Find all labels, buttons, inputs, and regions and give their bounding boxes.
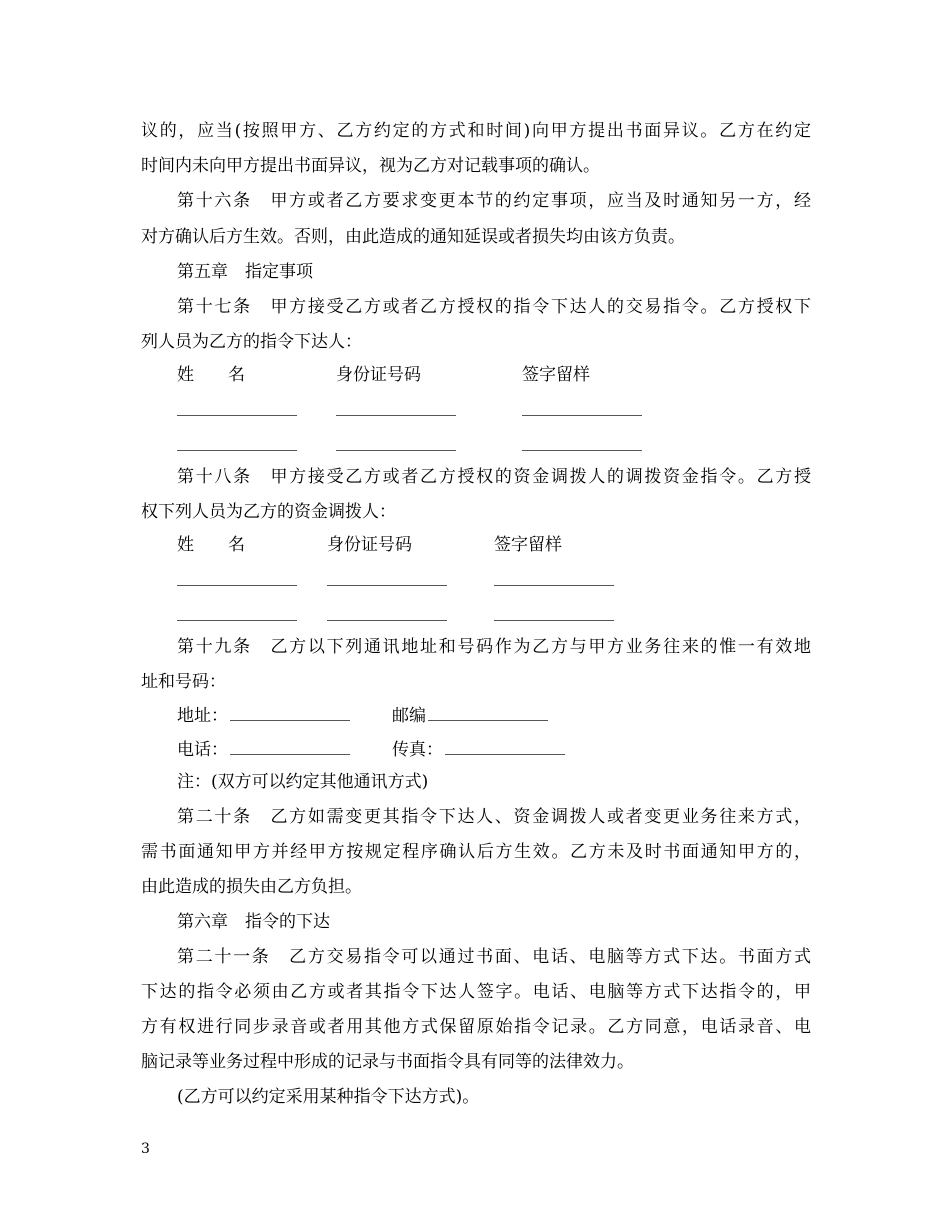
table1-name-blank[interactable] [177,415,297,416]
table1-header-name: 姓 名 [177,365,245,385]
article-21-line: 下达的指令必须由乙方或者其指令下达人签字。电话、电脑等方式下达指令的，甲 [141,982,811,1002]
table1-sign-blank[interactable] [522,450,642,451]
postcode-label: 邮编 [392,706,426,726]
article-20-line: 由此造成的损失由乙方负担。 [141,877,362,897]
table2-header-name: 姓 名 [177,535,245,555]
phone-field[interactable] [230,740,350,755]
article-19-line: 址和号码： [141,672,226,692]
table2-name-blank[interactable] [177,620,297,621]
table2-sign-blank[interactable] [494,585,614,586]
contact-note: 注：(双方可以约定其他通讯方式) [177,772,429,792]
table2-header-id: 身份证号码 [327,535,412,555]
article-20-line: 需书面通知甲方并经甲方按规定程序确认后方生效。乙方未及时书面通知甲方的， [141,842,811,862]
article-17-line: 第十七条 甲方接受乙方或者乙方授权的指令下达人的交易指令。乙方授权下 [177,297,811,317]
article-21-line: 方有权进行同步录音或者用其他方式保留原始指令记录。乙方同意，电话录音、电 [141,1017,811,1037]
table1-id-blank[interactable] [336,415,456,416]
address-row [177,706,350,726]
article-18-line: 第十八条 甲方接受乙方或者乙方授权的资金调拨人的调拨资金指令。乙方授 [177,467,811,487]
article-21-line: 脑记录等业务过程中形成的记录与书面指令具有同等的法律效力。 [141,1052,634,1072]
page-number: 3 [141,1141,150,1157]
article-18-line: 权下列人员为乙方的资金调拨人： [141,502,396,522]
paragraph-line: 时间内未向甲方提出书面异议，视为乙方对记载事项的确认。 [141,156,600,176]
article-21-line: 第二十一条 乙方交易指令可以通过书面、电话、电脑等方式下达。书面方式 [177,947,811,967]
table2-id-blank[interactable] [327,620,447,621]
address-field[interactable] [230,706,350,721]
fax-row [392,740,565,760]
table1-name-blank[interactable] [177,450,297,451]
table1-sign-blank[interactable] [522,415,642,416]
chapter-5-heading: 第五章 指定事项 [177,262,313,282]
paragraph-line: 议的，应当(按照甲方、乙方约定的方式和时间)向甲方提出书面异议。乙方在约定 [141,121,811,141]
phone-label: 电话： [177,740,228,760]
article-16-line: 第十六条 甲方或者乙方要求变更本节的约定事项，应当及时通知另一方，经 [177,191,811,211]
table1-header-id: 身份证号码 [336,365,421,385]
article-16-line: 对方确认后方生效。否则，由此造成的通知延误或者损失均由该方负责。 [141,227,685,247]
address-label: 地址： [177,706,228,726]
article-21-note: (乙方可以约定采用某种指令下达方式)。 [177,1087,480,1107]
postcode-row [392,706,548,726]
table2-header-sign: 签字留样 [494,535,562,555]
phone-row [177,740,350,760]
article-19-line: 第十九条 乙方以下列通讯地址和号码作为乙方与甲方业务往来的惟一有效地 [177,637,811,657]
table2-id-blank[interactable] [327,585,447,586]
article-20-line: 第二十条 乙方如需变更其指令下达人、资金调拨人或者变更业务往来方式， [177,807,811,827]
chapter-6-heading: 第六章 指令的下达 [177,912,330,932]
fax-field[interactable] [445,740,565,755]
table2-name-blank[interactable] [177,585,297,586]
fax-label: 传真： [392,740,443,760]
article-17-line: 列人员为乙方的指令下达人： [141,332,362,352]
table1-header-sign: 签字留样 [522,365,590,385]
table2-sign-blank[interactable] [494,620,614,621]
postcode-field[interactable] [428,706,548,721]
table1-id-blank[interactable] [336,450,456,451]
